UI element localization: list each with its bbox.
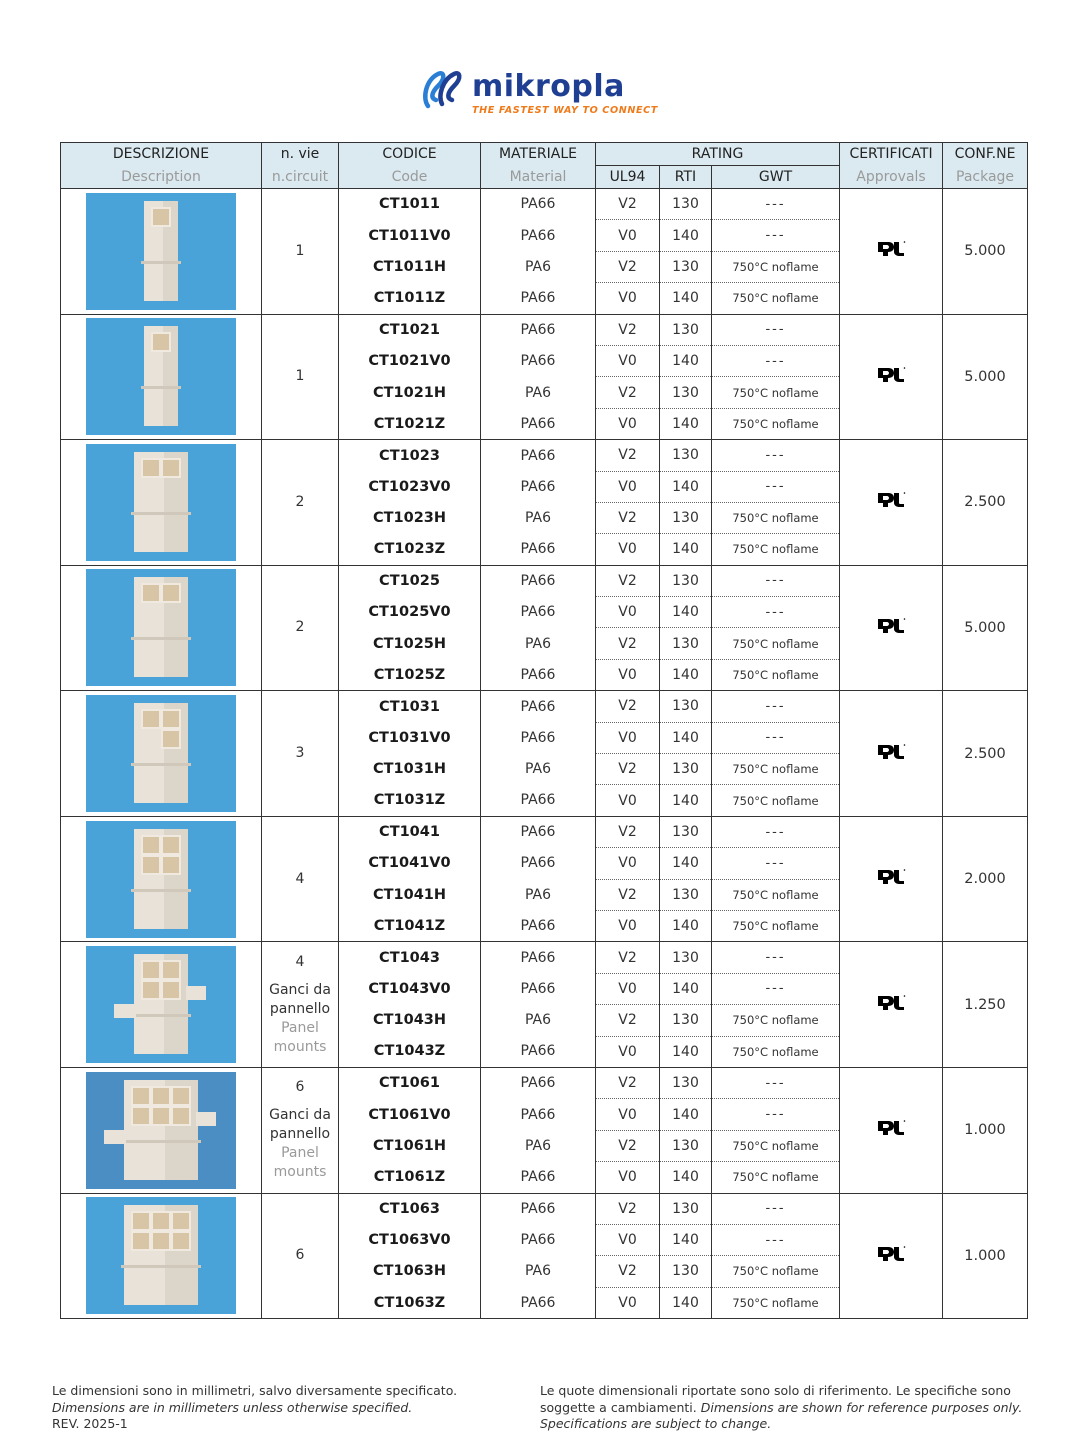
material: PA66 (481, 1224, 596, 1255)
product-code: CT1061V0 (339, 1099, 481, 1130)
rti-rating: 140 (660, 471, 712, 502)
rti-rating: 140 (660, 659, 712, 690)
material: PA66 (481, 408, 596, 439)
rti-rating: 140 (660, 345, 712, 376)
panel-mount-label-it: Ganci da pannello (269, 1107, 331, 1143)
ul94-rating: V2 (596, 440, 660, 471)
gwt-rating: --- (712, 565, 840, 596)
ul-recognized-icon (876, 1245, 906, 1263)
material: PA6 (481, 628, 596, 659)
product-photo (86, 444, 236, 561)
table-row (61, 189, 1028, 220)
header-description: Description (61, 166, 262, 189)
product-code: CT1011 (339, 189, 481, 220)
material: PA66 (481, 942, 596, 973)
material: PA66 (481, 973, 596, 1004)
material: PA66 (481, 722, 596, 753)
gwt-rating: 750°C noflame (712, 1287, 840, 1318)
product-code: CT1025V0 (339, 597, 481, 628)
rti-rating: 140 (660, 848, 712, 879)
ul94-rating: V0 (596, 659, 660, 690)
package-quantity: 1.000 (943, 1193, 1028, 1319)
gwt-rating: 750°C noflame (712, 1130, 840, 1161)
circuits-cell (262, 942, 339, 1068)
product-code: CT1021H (339, 377, 481, 408)
product-image-cell (61, 942, 262, 1068)
gwt-rating: 750°C noflame (712, 377, 840, 408)
rti-rating: 130 (660, 314, 712, 345)
rti-rating: 130 (660, 565, 712, 596)
table-row (61, 440, 1028, 471)
circuit-count: 6 (295, 1247, 305, 1264)
table-row (61, 314, 1028, 345)
rti-rating: 140 (660, 1036, 712, 1067)
material: PA66 (481, 283, 596, 314)
rti-rating: 130 (660, 1130, 712, 1161)
header-material: Material (481, 166, 596, 189)
product-code: CT1031 (339, 691, 481, 722)
product-code: CT1063Z (339, 1287, 481, 1318)
product-image-cell (61, 816, 262, 942)
product-code: CT1025 (339, 565, 481, 596)
ul-recognized-icon (876, 994, 906, 1012)
footer-right (540, 1383, 1040, 1433)
footer-left (52, 1383, 522, 1433)
ul-recognized-icon (876, 1119, 906, 1137)
gwt-rating: --- (712, 220, 840, 251)
product-code: CT1023Z (339, 534, 481, 565)
product-photo (86, 1197, 236, 1314)
header-package: Package (943, 166, 1028, 189)
certification-cell (840, 1193, 943, 1319)
material: PA66 (481, 565, 596, 596)
rti-rating: 130 (660, 377, 712, 408)
table-row (61, 942, 1028, 973)
ul94-rating: V0 (596, 1287, 660, 1318)
certification-cell (840, 816, 943, 942)
header-certificati: CERTIFICATI (840, 143, 943, 166)
footer-note-en: Dimensions are in millimeters unless otherwise specified. (52, 1399, 413, 1415)
material: PA66 (481, 691, 596, 722)
product-photo (86, 193, 236, 310)
table-row (61, 1193, 1028, 1224)
gwt-rating: 750°C noflame (712, 1256, 840, 1287)
rti-rating: 130 (660, 189, 712, 220)
product-code: CT1021 (339, 314, 481, 345)
header-n-circuit: n.circuit (262, 166, 339, 189)
table-row (61, 1067, 1028, 1098)
product-code: CT1021Z (339, 408, 481, 439)
table-row (61, 565, 1028, 596)
mikropla-logo (420, 68, 660, 120)
rti-rating: 130 (660, 1005, 712, 1036)
rti-rating: 140 (660, 597, 712, 628)
ul94-rating: V2 (596, 502, 660, 533)
material: PA66 (481, 1067, 596, 1098)
rti-rating: 140 (660, 910, 712, 941)
material: PA66 (481, 1036, 596, 1067)
package-quantity: 5.000 (943, 314, 1028, 440)
material: PA66 (481, 1099, 596, 1130)
circuits-cell (262, 565, 339, 691)
material: PA66 (481, 1193, 596, 1224)
circuit-count: 3 (295, 745, 305, 762)
rti-rating: 130 (660, 251, 712, 282)
product-code: CT1023 (339, 440, 481, 471)
gwt-rating: 750°C noflame (712, 879, 840, 910)
rti-rating: 130 (660, 691, 712, 722)
circuit-count: 6 (295, 1079, 305, 1096)
ul94-rating: V0 (596, 1036, 660, 1067)
gwt-rating: --- (712, 597, 840, 628)
gwt-rating: --- (712, 722, 840, 753)
header-approvals: Approvals (840, 166, 943, 189)
product-code: CT1043H (339, 1005, 481, 1036)
product-image-cell (61, 691, 262, 817)
certification-cell (840, 565, 943, 691)
product-code: CT1041Z (339, 910, 481, 941)
gwt-rating: --- (712, 691, 840, 722)
circuits-cell (262, 1193, 339, 1319)
product-code: CT1011H (339, 251, 481, 282)
certification-cell (840, 440, 943, 566)
material: PA6 (481, 251, 596, 282)
gwt-rating: --- (712, 816, 840, 847)
ul94-rating: V2 (596, 565, 660, 596)
rti-rating: 130 (660, 1256, 712, 1287)
product-code: CT1043V0 (339, 973, 481, 1004)
material: PA6 (481, 1130, 596, 1161)
header-descrizione: DESCRIZIONE (61, 143, 262, 166)
ul94-rating: V2 (596, 189, 660, 220)
rti-rating: 140 (660, 1162, 712, 1193)
circuit-count: 4 (295, 953, 305, 970)
certification-cell (840, 189, 943, 315)
gwt-rating: 750°C noflame (712, 628, 840, 659)
product-photo (86, 695, 236, 812)
header-codice: CODICE (339, 143, 481, 166)
gwt-rating: 750°C noflame (712, 251, 840, 282)
product-image-cell (61, 1193, 262, 1319)
ul94-rating: V0 (596, 408, 660, 439)
product-photo (86, 318, 236, 435)
rti-rating: 140 (660, 220, 712, 251)
gwt-rating: 750°C noflame (712, 408, 840, 439)
gwt-rating: --- (712, 471, 840, 502)
header-rti: RTI (660, 166, 712, 189)
circuit-count: 4 (295, 870, 305, 887)
product-code: CT1031V0 (339, 722, 481, 753)
header-gwt: GWT (712, 166, 840, 189)
panel-mount-label-en: Panel mounts (273, 1145, 327, 1181)
ul-recognized-icon (876, 743, 906, 761)
product-code: CT1043Z (339, 1036, 481, 1067)
product-image-cell (61, 189, 262, 315)
certification-cell (840, 1067, 943, 1193)
brand-name: mikropla (472, 69, 625, 104)
product-code: CT1025H (339, 628, 481, 659)
material: PA66 (481, 597, 596, 628)
circuits-cell (262, 816, 339, 942)
package-quantity: 1.250 (943, 942, 1028, 1068)
rti-rating: 130 (660, 1193, 712, 1224)
header-ul94: UL94 (596, 166, 660, 189)
circuits-cell (262, 314, 339, 440)
ul94-rating: V2 (596, 1067, 660, 1098)
gwt-rating: --- (712, 973, 840, 1004)
ul94-rating: V0 (596, 345, 660, 376)
material: PA66 (481, 534, 596, 565)
footer-note-it: Le dimensioni sono in millimetri, salvo diversamente specificato. (52, 1383, 458, 1398)
rti-rating: 130 (660, 879, 712, 910)
ul94-rating: V2 (596, 942, 660, 973)
package-quantity: 5.000 (943, 189, 1028, 315)
material: PA66 (481, 471, 596, 502)
rti-rating: 130 (660, 1067, 712, 1098)
header-row-main (61, 143, 1028, 166)
ul94-rating: V2 (596, 1256, 660, 1287)
ul94-rating: V0 (596, 848, 660, 879)
material: PA66 (481, 314, 596, 345)
gwt-rating: 750°C noflame (712, 1005, 840, 1036)
product-photo (86, 946, 236, 1063)
product-code: CT1041V0 (339, 848, 481, 879)
material: PA66 (481, 1287, 596, 1318)
material: PA6 (481, 502, 596, 533)
gwt-rating: --- (712, 1224, 840, 1255)
gwt-rating: --- (712, 1067, 840, 1098)
ul94-rating: V2 (596, 314, 660, 345)
rti-rating: 140 (660, 1287, 712, 1318)
circuits-cell (262, 189, 339, 315)
material: PA6 (481, 1256, 596, 1287)
table-row (61, 691, 1028, 722)
product-code: CT1031H (339, 754, 481, 785)
ul94-rating: V2 (596, 816, 660, 847)
gwt-rating: 750°C noflame (712, 910, 840, 941)
material: PA66 (481, 659, 596, 690)
ul-recognized-icon (876, 491, 906, 509)
product-table (60, 142, 1028, 1319)
header-materiale: MATERIALE (481, 143, 596, 166)
header-n-vie: n. vie (262, 143, 339, 166)
ul94-rating: V0 (596, 534, 660, 565)
footer-disclaimer-it: Le quote dimensionali riportate sono solo di riferimento. Le specifiche sono soggette a cambiamenti. (540, 1383, 1011, 1415)
certification-cell (840, 314, 943, 440)
rti-rating: 130 (660, 942, 712, 973)
rti-rating: 140 (660, 973, 712, 1004)
header-rating: RATING (596, 143, 840, 166)
panel-mount-label-en: Panel mounts (273, 1019, 327, 1055)
gwt-rating: --- (712, 314, 840, 345)
material: PA66 (481, 848, 596, 879)
product-image-cell (61, 440, 262, 566)
ul94-rating: V2 (596, 691, 660, 722)
gwt-rating: 750°C noflame (712, 534, 840, 565)
ul94-rating: V0 (596, 471, 660, 502)
rti-rating: 130 (660, 628, 712, 659)
footer-revision: REV. 2025-1 (52, 1416, 128, 1431)
material: PA6 (481, 754, 596, 785)
gwt-rating: --- (712, 345, 840, 376)
gwt-rating: 750°C noflame (712, 1162, 840, 1193)
gwt-rating: --- (712, 440, 840, 471)
material: PA6 (481, 1005, 596, 1036)
logo-swirl-icon (420, 68, 468, 112)
ul94-rating: V0 (596, 597, 660, 628)
gwt-rating: 750°C noflame (712, 785, 840, 816)
package-quantity: 5.000 (943, 565, 1028, 691)
certification-cell (840, 942, 943, 1068)
ul94-rating: V2 (596, 879, 660, 910)
gwt-rating: --- (712, 1099, 840, 1130)
rti-rating: 140 (660, 408, 712, 439)
ul94-rating: V2 (596, 1005, 660, 1036)
ul94-rating: V0 (596, 785, 660, 816)
ul94-rating: V0 (596, 1099, 660, 1130)
product-image-cell (61, 565, 262, 691)
ul-recognized-icon (876, 868, 906, 886)
material: PA66 (481, 220, 596, 251)
ul-recognized-icon (876, 617, 906, 635)
product-code: CT1041H (339, 879, 481, 910)
product-code: CT1043 (339, 942, 481, 973)
material: PA66 (481, 1162, 596, 1193)
material: PA66 (481, 189, 596, 220)
product-code: CT1061Z (339, 1162, 481, 1193)
rti-rating: 140 (660, 534, 712, 565)
ul-recognized-icon (876, 240, 906, 258)
material: PA6 (481, 879, 596, 910)
table-row (61, 816, 1028, 847)
ul94-rating: V2 (596, 251, 660, 282)
package-quantity: 2.500 (943, 440, 1028, 566)
product-code: CT1023H (339, 502, 481, 533)
ul94-rating: V0 (596, 973, 660, 1004)
product-code: CT1023V0 (339, 471, 481, 502)
material: PA66 (481, 440, 596, 471)
rti-rating: 140 (660, 283, 712, 314)
circuits-cell (262, 1067, 339, 1193)
product-code: CT1011V0 (339, 220, 481, 251)
circuit-count: 2 (295, 619, 305, 636)
gwt-rating: 750°C noflame (712, 659, 840, 690)
gwt-rating: 750°C noflame (712, 754, 840, 785)
gwt-rating: --- (712, 1193, 840, 1224)
ul94-rating: V2 (596, 1193, 660, 1224)
gwt-rating: --- (712, 942, 840, 973)
product-photo (86, 821, 236, 938)
product-image-cell (61, 1067, 262, 1193)
product-code: CT1025Z (339, 659, 481, 690)
ul94-rating: V0 (596, 722, 660, 753)
ul94-rating: V2 (596, 1130, 660, 1161)
product-photo (86, 569, 236, 686)
product-code: CT1063 (339, 1193, 481, 1224)
ul94-rating: V0 (596, 1162, 660, 1193)
footer-disclaimer-en: Dimensions are shown for reference purposes only. Specifications are subject to change. (540, 1399, 1023, 1431)
material: PA66 (481, 910, 596, 941)
circuit-count: 2 (295, 493, 305, 510)
circuits-cell (262, 440, 339, 566)
material: PA6 (481, 377, 596, 408)
rti-rating: 140 (660, 1224, 712, 1255)
panel-mount-label-it: Ganci da pannello (269, 981, 331, 1017)
product-image-cell (61, 314, 262, 440)
package-quantity: 2.500 (943, 691, 1028, 817)
rti-rating: 130 (660, 502, 712, 533)
circuit-count: 1 (295, 368, 305, 385)
circuits-cell (262, 691, 339, 817)
package-quantity: 1.000 (943, 1067, 1028, 1193)
ul94-rating: V2 (596, 628, 660, 659)
material: PA66 (481, 816, 596, 847)
package-quantity: 2.000 (943, 816, 1028, 942)
rti-rating: 140 (660, 1099, 712, 1130)
ul94-rating: V0 (596, 283, 660, 314)
product-groups (61, 189, 1028, 1319)
circuit-count: 1 (295, 242, 305, 259)
rti-rating: 140 (660, 722, 712, 753)
product-code: CT1021V0 (339, 345, 481, 376)
product-photo (86, 1072, 236, 1189)
material: PA66 (481, 785, 596, 816)
product-code: CT1011Z (339, 283, 481, 314)
product-code: CT1061 (339, 1067, 481, 1098)
rti-rating: 130 (660, 816, 712, 847)
gwt-rating: 750°C noflame (712, 1036, 840, 1067)
rti-rating: 130 (660, 754, 712, 785)
ul94-rating: V0 (596, 220, 660, 251)
product-code: CT1063V0 (339, 1224, 481, 1255)
ul94-rating: V0 (596, 910, 660, 941)
header-conf: CONF.NE (943, 143, 1028, 166)
brand-tagline: THE FASTEST WAY TO CONNECT (472, 105, 658, 116)
header-code: Code (339, 166, 481, 189)
rti-rating: 140 (660, 785, 712, 816)
rti-rating: 130 (660, 440, 712, 471)
ul94-rating: V2 (596, 377, 660, 408)
ul94-rating: V2 (596, 754, 660, 785)
product-code: CT1041 (339, 816, 481, 847)
product-code: CT1063H (339, 1256, 481, 1287)
certification-cell (840, 691, 943, 817)
product-code: CT1061H (339, 1130, 481, 1161)
material: PA66 (481, 345, 596, 376)
gwt-rating: 750°C noflame (712, 502, 840, 533)
product-code: CT1031Z (339, 785, 481, 816)
header-row-sub (61, 166, 1028, 189)
ul-recognized-icon (876, 366, 906, 384)
ul94-rating: V0 (596, 1224, 660, 1255)
gwt-rating: --- (712, 189, 840, 220)
gwt-rating: 750°C noflame (712, 283, 840, 314)
gwt-rating: --- (712, 848, 840, 879)
